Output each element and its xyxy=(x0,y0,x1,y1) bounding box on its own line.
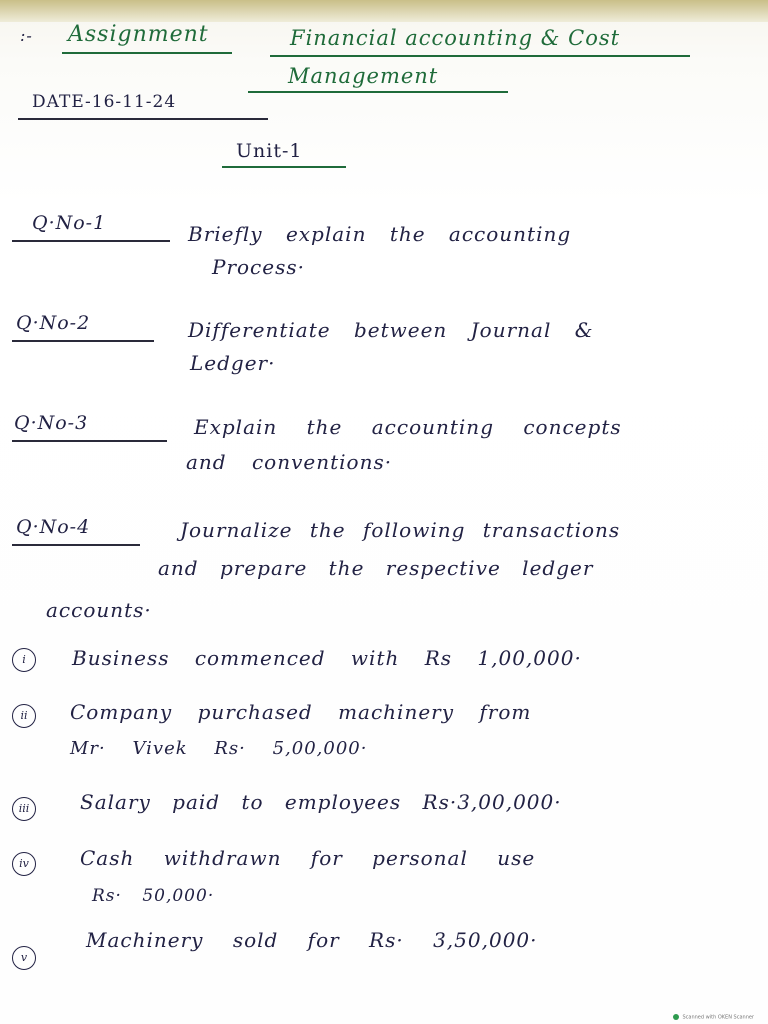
question-2-text-line1: Differentiate between Journal & xyxy=(188,318,594,342)
question-3-text-line2: and conventions· xyxy=(186,450,393,474)
question-2-text-line2: Ledger· xyxy=(190,351,276,375)
question-3-number: Q·No-3 xyxy=(14,412,89,434)
unit-underline xyxy=(222,166,346,168)
question-4-text-line1: Journalize the following transactions xyxy=(180,518,621,542)
date-underline xyxy=(18,118,268,120)
subject-title-line2: Management xyxy=(288,64,439,88)
scanner-watermark-text: Scanned with OKEN Scanner xyxy=(682,1014,754,1020)
transaction-5-line1: Machinery sold for Rs· 3,50,000· xyxy=(86,928,538,952)
question-1-text-line1: Briefly explain the accounting xyxy=(188,222,572,246)
transaction-4-line1: Cash withdrawn for personal use xyxy=(80,846,536,870)
question-1-number: Q·No-1 xyxy=(32,212,107,234)
question-4-text-line2: and prepare the respective ledger xyxy=(158,556,594,580)
roman-marker-iii: iii xyxy=(12,797,36,821)
assignment-underline xyxy=(62,52,232,54)
question-4-text-line3: accounts· xyxy=(46,598,152,622)
roman-marker-iv: iv xyxy=(12,852,36,876)
date-label: DATE-16-11-24 xyxy=(32,92,177,112)
page-top-edge xyxy=(0,0,768,22)
assignment-label: Assignment xyxy=(68,22,209,47)
subject-underline-1 xyxy=(270,55,690,57)
roman-marker-ii: ii xyxy=(12,704,36,728)
scanner-logo-icon xyxy=(673,1014,679,1020)
question-1-text-line2: Process· xyxy=(212,255,305,279)
transaction-4-line2: Rs· 50,000· xyxy=(92,886,215,906)
scanner-watermark xyxy=(673,1014,754,1021)
transaction-2-line1: Company purchased machinery from xyxy=(70,700,532,724)
subject-title-line1: Financial accounting & Cost xyxy=(290,26,621,50)
transaction-2-line2: Mr· Vivek Rs· 5,00,000· xyxy=(70,738,368,759)
question-3-underline xyxy=(12,440,167,442)
roman-marker-v: v xyxy=(12,946,36,970)
question-4-number: Q·No-4 xyxy=(16,516,91,538)
transaction-3-line1: Salary paid to employees Rs·3,00,000· xyxy=(80,790,562,814)
question-4-underline xyxy=(12,544,140,546)
transaction-1-line1: Business commenced with Rs 1,00,000· xyxy=(72,646,582,670)
subject-underline-2 xyxy=(248,91,508,93)
prefix-mark: :- xyxy=(20,26,33,45)
question-2-number: Q·No-2 xyxy=(16,312,91,334)
question-3-text-line1: Explain the accounting concepts xyxy=(194,415,622,439)
question-1-underline xyxy=(12,240,170,242)
question-2-underline xyxy=(12,340,154,342)
unit-label: Unit-1 xyxy=(236,140,303,162)
roman-marker-i: i xyxy=(12,648,36,672)
